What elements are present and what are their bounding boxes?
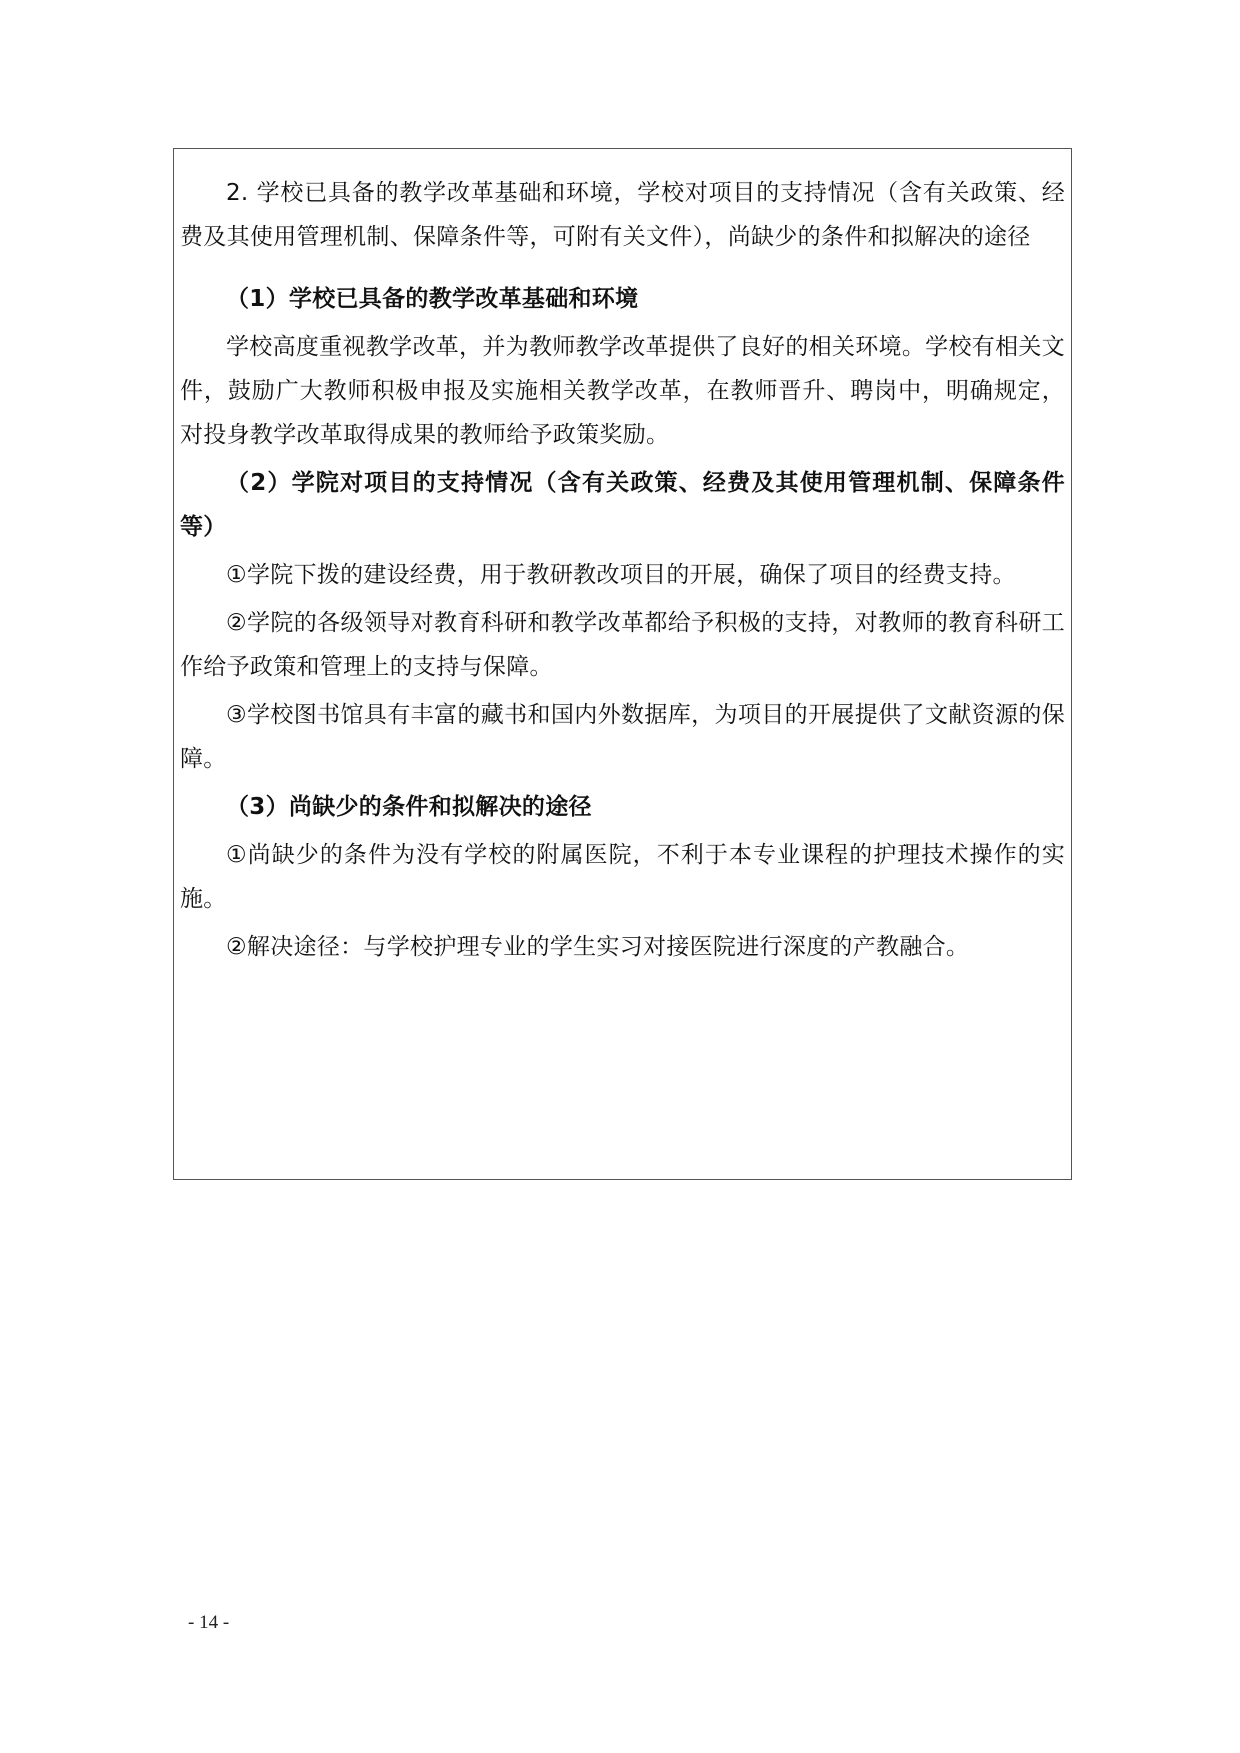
form-table-cell xyxy=(173,148,1072,1180)
intro-question: 2. 学校已具备的教学改革基础和环境，学校对项目的支持情况（含有关政策、经费及其使用管理机制、保障条件等，可附有关文件），尚缺少的条件和拟解决的途径 xyxy=(180,180,1065,250)
section-1-body: 学校高度重视教学改革，并为教师教学改革提供了良好的相关环境。学校有相关文件，鼓励广大教师积极申报及实施相关教学改革，在教师晋升、聘岗中，明确规定，对投身教学改革取得成果的教师给予政策奖励。 xyxy=(180,334,1065,448)
section-3-item-1: ①尚缺少的条件为没有学校的附属医院，不利于本专业课程的护理技术操作的实施。 xyxy=(180,842,1065,912)
section-2-item-2: ②学院的各级领导对教育科研和教学改革都给予积极的支持，对教师的教育科研工作给予政策和管理上的支持与保障。 xyxy=(180,610,1065,680)
section-3-heading: （3）尚缺少的条件和拟解决的途径 xyxy=(226,794,592,820)
section-2-heading: （2）学院对项目的支持情况（含有关政策、经费及其使用管理机制、保障条件等） xyxy=(180,470,1065,540)
section-1-heading: （1）学校已具备的教学改革基础和环境 xyxy=(226,286,639,312)
cell-content xyxy=(180,171,1065,973)
page-number: - 14 - xyxy=(188,1612,230,1633)
section-3-item-2: ②解决途径：与学校护理专业的学生实习对接医院进行深度的产教融合。 xyxy=(226,934,970,960)
section-2-item-3: ③学校图书馆具有丰富的藏书和国内外数据库，为项目的开展提供了文献资源的保障。 xyxy=(180,702,1065,772)
section-2-item-1: ①学院下拨的建设经费，用于教研教改项目的开展，确保了项目的经费支持。 xyxy=(226,562,1016,588)
